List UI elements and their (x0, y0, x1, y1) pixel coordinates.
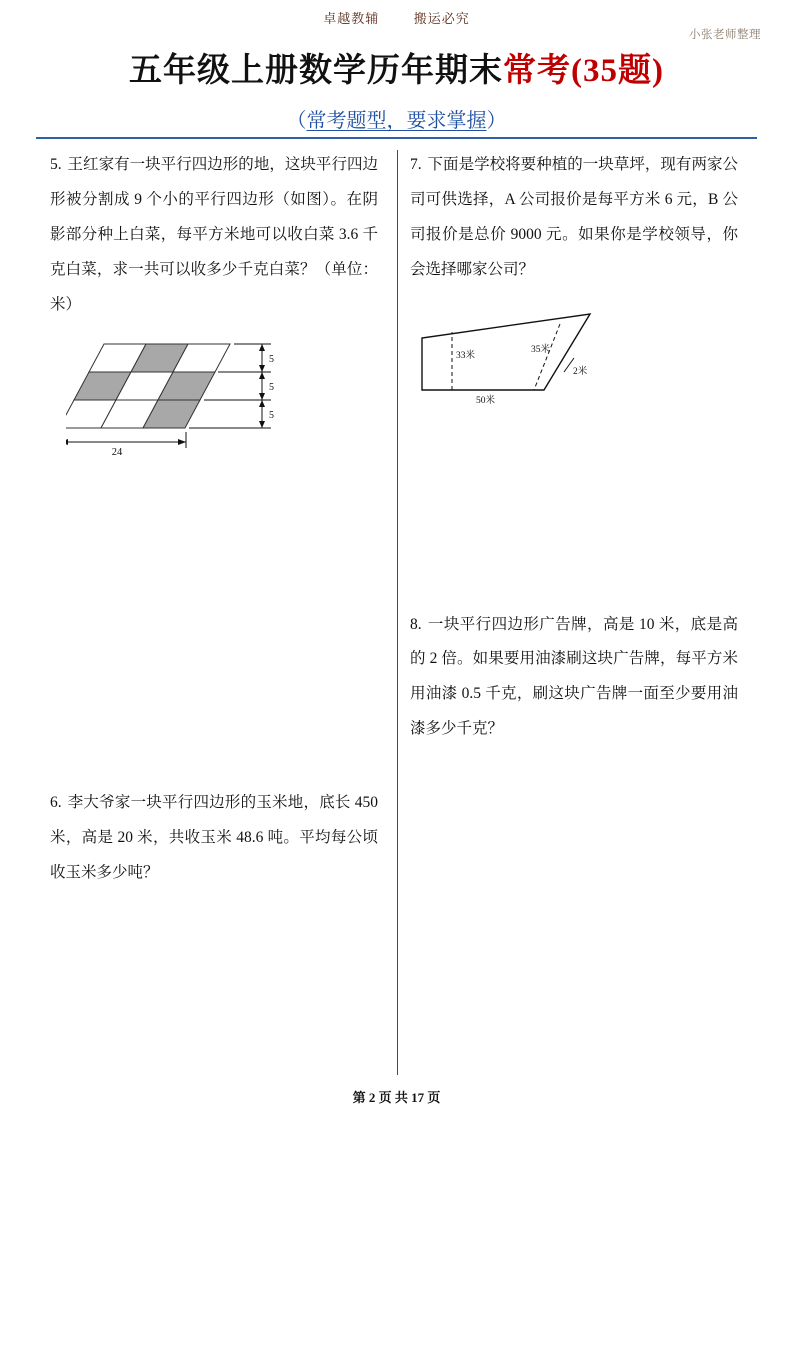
label-height: 33米 (456, 350, 476, 361)
watermark-left: 卓越教辅 (323, 11, 380, 26)
page-title (0, 44, 793, 91)
question-7-text: 下面是学校将要种植的一块草坪，现有两家公司可供选择，A 公司报价是每平方米 6 元，B 公司报价是总价 9000 元。如果你是学校领导，你会选择哪家公司？ (410, 156, 738, 278)
parallelogram-grid-figure (66, 336, 316, 456)
question-5-text: 王红家有一块平行四边形的地，这块平行四边形被分割成 9 个小的平行四边形（如图）。在阴影部分种上白菜，每平方米地可以收白菜 3.6 千克白菜，求一共可以收多少千克白菜？（单位：米） (50, 156, 378, 313)
footer-page-number: 2 (368, 1090, 376, 1105)
question-5 (50, 148, 378, 322)
watermark-row (0, 8, 793, 27)
watermark-right: 搬运必究 (413, 11, 470, 26)
page-footer (0, 1087, 793, 1106)
question-6 (50, 786, 378, 891)
subtitle-close-paren: ） (486, 110, 507, 132)
height-label-2: 5 (269, 410, 274, 422)
base-label: 24 (111, 447, 123, 457)
left-column (36, 148, 396, 1078)
right-column (396, 148, 756, 1078)
left-answer-space-1 (50, 456, 378, 786)
grid-cells (66, 344, 230, 428)
base-dimension-line (66, 432, 186, 448)
question-8-text: 一块平行四边形广告牌，高是 10 米，底是高的 2 倍。如果要用油漆刷这块广告牌，每平方米用油漆 0.5 千克，刷这块广告牌一面至少要用油漆多少千克？ (410, 615, 738, 738)
slant-dashed-line (534, 324, 560, 390)
right-answer-space-1 (410, 412, 738, 608)
subtitle-open-paren: （ (286, 110, 307, 132)
height-label-1: 5 (269, 382, 274, 394)
label-base: 50米 (476, 395, 496, 406)
label-slant: 35米 (531, 344, 551, 355)
lawn-outline (422, 314, 590, 390)
page-subtitle (0, 104, 793, 133)
two-column-body (36, 148, 757, 1078)
parallelogram-grid-svg (66, 336, 316, 456)
subtitle-text: 常考题型，要求掌握 (306, 110, 487, 132)
height-label-0: 5 (269, 354, 274, 366)
page-title-highlight: 常考(35题) (503, 53, 664, 89)
question-6-number: 6. (50, 794, 62, 812)
lawn-trapezoid-svg (414, 302, 724, 412)
footer-prefix: 第 (352, 1090, 366, 1105)
question-7-number: 7. (410, 156, 422, 173)
corner-note: 小张老师整理 (689, 29, 761, 41)
footer-suffix: 页 (427, 1090, 441, 1105)
left-answer-space-2 (50, 897, 378, 1347)
question-6-text: 李大爷家一块平行四边形的玉米地，底长 450 米，高是 20 米，共收玉米 48.6 吨。平均每公顷收玉米多少吨？ (50, 794, 378, 882)
header-divider-line (36, 137, 757, 139)
footer-middle: 页 共 (378, 1090, 408, 1105)
label-small: 2米 (573, 366, 588, 377)
question-7 (410, 148, 738, 288)
lawn-trapezoid-figure (414, 302, 724, 412)
question-8-number: 8. (410, 615, 422, 633)
question-8 (410, 608, 738, 748)
footer-total-pages: 17 (411, 1090, 425, 1105)
page-title-main: 五年级上册数学历年期末 (129, 53, 503, 89)
question-5-number: 5. (50, 156, 62, 173)
